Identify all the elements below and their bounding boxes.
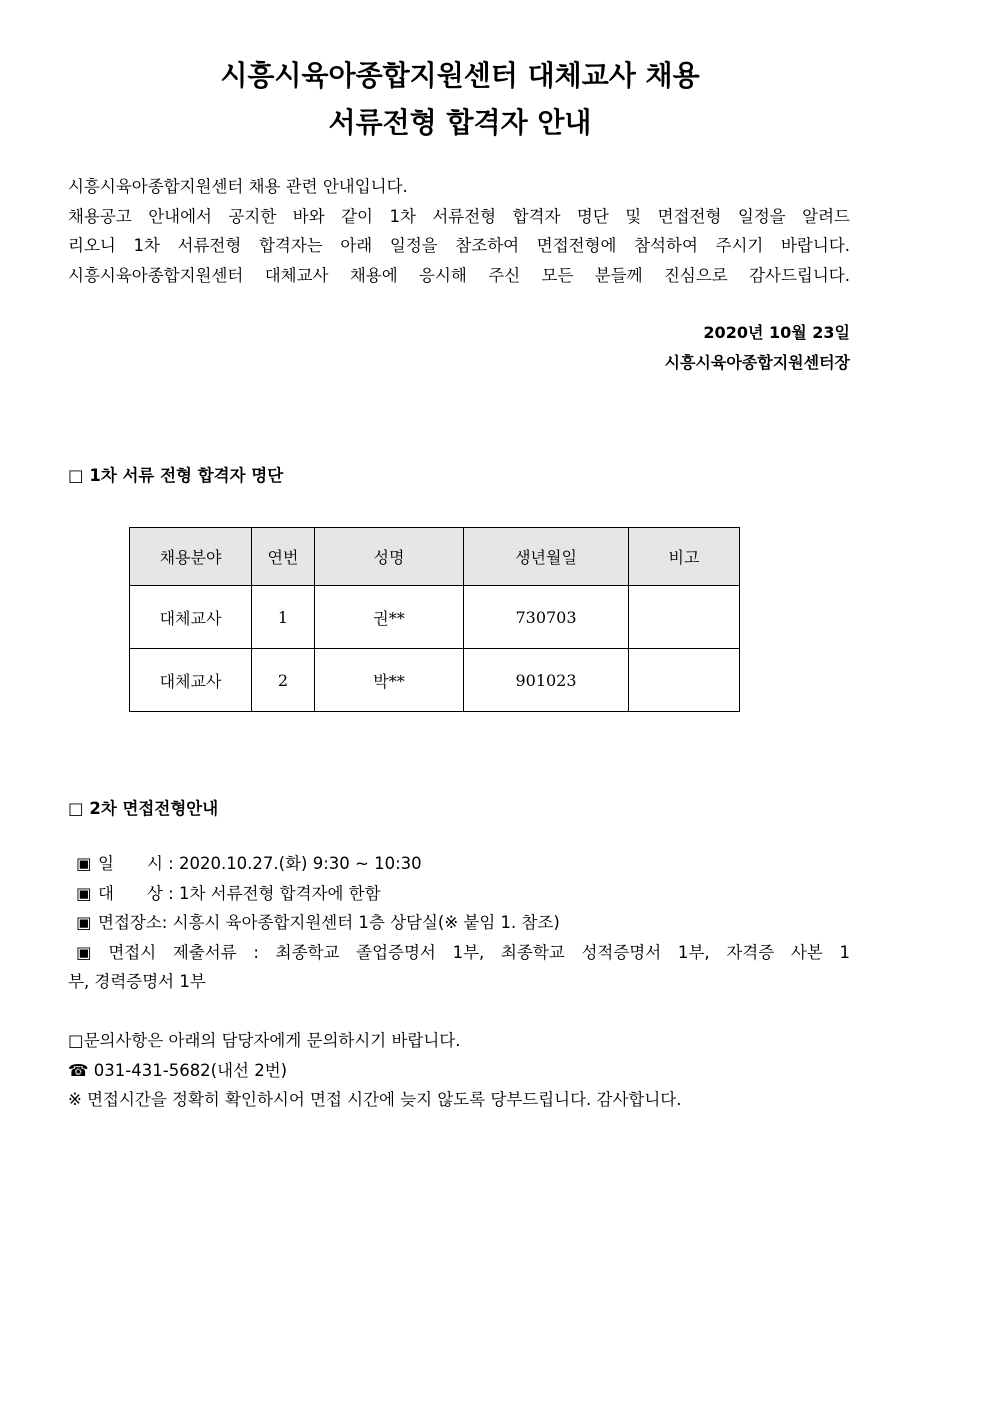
column-header-number: 연번 — [252, 528, 315, 586]
item-value: 시흥시 육아종합지원센터 1층 상담실(※ 붙임 1. 참조) — [172, 913, 560, 932]
document-title-line1: 시흥시육아종합지원센터 대체교사 채용 — [220, 59, 700, 92]
cell-number: 2 — [252, 649, 315, 712]
item-label: 일 시 — [98, 854, 163, 873]
cell-number: 1 — [252, 586, 315, 649]
item-separator: : — [162, 854, 179, 873]
section-heading-interview: □ 2차 면접전형안내 — [68, 799, 219, 818]
cell-birthdate: 901023 — [464, 649, 629, 712]
interview-item-target — [68, 879, 850, 909]
intro-line-2: 채용공고 안내에서 공지한 바와 같이 1차 서류전형 합격자 명단 및 면접전형 일정을 알려드 — [68, 206, 850, 226]
phone-number: ☎ 031-431-5682(내선 2번) — [68, 1060, 288, 1080]
table-row — [130, 586, 740, 649]
contact-info — [68, 1026, 850, 1115]
interview-item-datetime — [68, 849, 850, 879]
cell-name: 박** — [315, 649, 464, 712]
interview-item-location — [68, 908, 850, 938]
table-header-row — [130, 528, 740, 586]
column-header-birthdate: 생년월일 — [464, 528, 629, 586]
cell-field: 대체교사 — [130, 586, 252, 649]
intro-line-3: 리오니 1차 서류전형 합격자는 아래 일정을 참조하여 면접전형에 참석하여 주시기 바랍니다. — [68, 236, 850, 255]
section-heading-passers: □ 1차 서류 전형 합격자 명단 — [68, 466, 284, 485]
item-separator: : — [162, 883, 179, 903]
cell-name: 권** — [315, 586, 464, 649]
item-value: 1차 서류전형 합격자에 한함 — [178, 883, 381, 903]
column-header-remarks: 비고 — [629, 528, 740, 586]
intro-line-1: 시흥시육아종합지원센터 채용 관련 안내입니다. — [68, 177, 408, 196]
item-label: 대 상 — [98, 883, 163, 903]
document-title-line2: 서류전형 합격자 안내 — [328, 106, 592, 139]
table-row — [130, 649, 740, 712]
square-bullet-icon: ▣ — [76, 883, 92, 903]
square-bullet-icon: ▣ — [76, 913, 92, 932]
issuer-name: 시흥시육아종합지원센터장 — [664, 353, 850, 372]
cell-remarks — [629, 586, 740, 649]
interview-item-documents-line2: 부, 경력증명서 1부 — [68, 972, 206, 991]
inquiry-text: □문의사항은 아래의 담당자에게 문의하시기 바랍니다. — [68, 1031, 461, 1050]
item-label: 면접장소: — [98, 913, 168, 932]
column-header-field: 채용분야 — [130, 528, 252, 586]
cell-birthdate: 730703 — [464, 586, 629, 649]
cell-remarks — [629, 649, 740, 712]
passers-table — [129, 527, 740, 712]
square-bullet-icon: ▣ — [76, 854, 92, 873]
intro-line-4: 시흥시육아종합지원센터 대체교사 채용에 응시해 주신 모든 분들께 진심으로 감사드립니다. — [68, 265, 850, 285]
interview-details — [68, 849, 850, 997]
item-value: 2020.10.27.(화) 9:30 ~ 10:30 — [178, 854, 422, 873]
cell-field: 대체교사 — [130, 649, 252, 712]
notice-date: 2020년 10월 23일 — [703, 323, 850, 342]
notice-text: ※ 면접시간을 정확히 확인하시어 면접 시간에 늦지 않도록 당부드립니다. 감사합니다. — [68, 1090, 682, 1109]
intro-paragraph — [68, 172, 850, 290]
column-header-name: 성명 — [315, 528, 464, 586]
interview-item-documents-line1: ▣ 면접시 제출서류 : 최종학교 졸업증명서 1부, 최종학교 성적증명서 1부, 자격증 사본 1 — [76, 942, 850, 962]
